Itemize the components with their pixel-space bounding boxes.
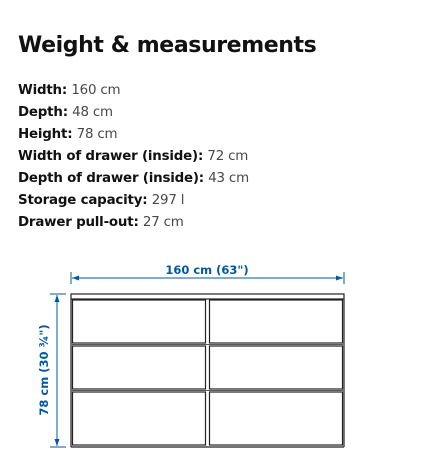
page-title: Weight & measurements: [18, 33, 317, 58]
spec-label: Height:: [18, 127, 73, 142]
spec-width: [18, 80, 249, 102]
spec-height: [18, 124, 249, 146]
height-label: 78 cm (30 ¾"): [37, 324, 51, 416]
spec-drawer-pullout: [18, 212, 249, 234]
dresser-top: [71, 294, 344, 299]
height-arrow-top-icon: [55, 295, 60, 302]
spec-depth: [18, 102, 249, 124]
spec-drawer-depth: [18, 168, 249, 190]
drawer-front: [210, 346, 343, 389]
spec-value: 72 cm: [207, 149, 249, 164]
spec-drawer-width: [18, 146, 249, 168]
spec-value: 27 cm: [142, 215, 184, 230]
spec-storage-capacity: [18, 190, 249, 212]
drawer-front: [210, 300, 343, 343]
width-arrow-left-icon: [72, 276, 79, 281]
spec-label: Storage capacity:: [18, 193, 148, 208]
drawer-front: [210, 392, 343, 445]
spec-value: 48 cm: [72, 105, 113, 120]
spec-label: Drawer pull-out:: [18, 215, 139, 230]
dresser-dimension-diagram: [0, 250, 422, 469]
spec-value: 160 cm: [71, 83, 121, 98]
spec-label: Depth:: [18, 105, 68, 120]
drawer-front: [73, 300, 206, 343]
drawer-front: [73, 346, 206, 389]
height-dimension: [50, 294, 66, 447]
spec-label: Width of drawer (inside):: [18, 149, 204, 164]
width-label: 160 cm (63"): [165, 263, 249, 277]
spec-value: 78 cm: [76, 127, 118, 142]
measurements-list: [18, 80, 249, 234]
dresser-outline: [71, 294, 344, 447]
drawer-front: [73, 392, 206, 445]
spec-value: 297 l: [151, 193, 185, 208]
height-arrow-bottom-icon: [55, 439, 60, 446]
spec-value: 43 cm: [208, 171, 249, 186]
spec-label: Depth of drawer (inside):: [18, 171, 204, 186]
width-arrow-right-icon: [336, 276, 343, 281]
spec-label: Width:: [18, 83, 68, 98]
